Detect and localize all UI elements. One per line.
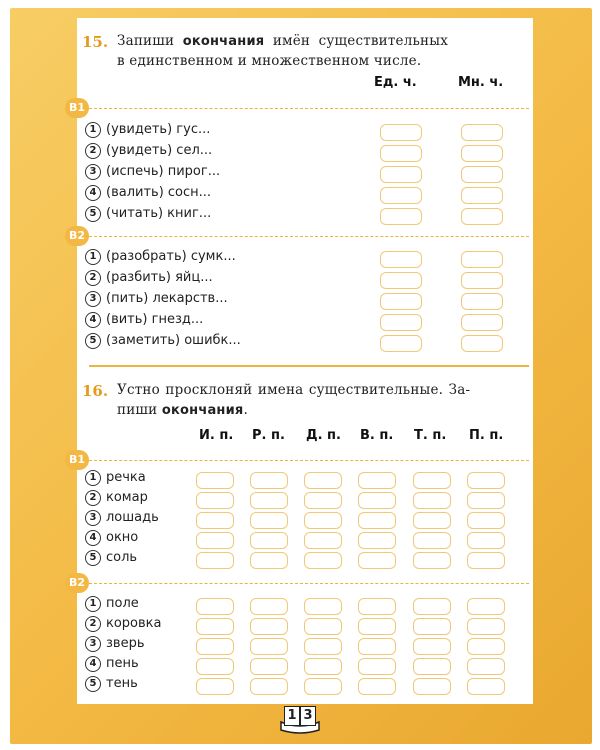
answer-box[interactable] [358, 552, 396, 569]
answer-box[interactable] [196, 492, 234, 509]
case-header: Р. п. [252, 428, 285, 443]
answer-box[interactable] [304, 552, 342, 569]
answer-box[interactable] [461, 166, 503, 183]
task-16-bold-word: окончания [161, 403, 244, 418]
case-header: П. п. [469, 428, 504, 443]
answer-box[interactable] [380, 251, 422, 268]
answer-box[interactable] [358, 532, 396, 549]
answer-box[interactable] [413, 618, 451, 635]
answer-box[interactable] [413, 472, 451, 489]
case-header: В. п. [360, 428, 394, 443]
list-item: 1 (разобрать) сумк... [85, 249, 236, 265]
answer-box[interactable] [461, 187, 503, 204]
task-16-period: . [243, 402, 248, 418]
list-item: 3 зверь [85, 636, 145, 652]
answer-box[interactable] [461, 272, 503, 289]
divider [89, 583, 529, 584]
answer-box[interactable] [380, 208, 422, 225]
divider [89, 108, 529, 109]
task-15-header [82, 32, 108, 51]
answer-box[interactable] [461, 208, 503, 225]
answer-box[interactable] [304, 618, 342, 635]
answer-box[interactable] [467, 618, 505, 635]
answer-box[interactable] [467, 638, 505, 655]
answer-box[interactable] [467, 658, 505, 675]
variant-badge-b2: В2 [65, 573, 89, 593]
workbook-page [68, 18, 533, 704]
answer-box[interactable] [250, 552, 288, 569]
list-item: 2 (увидеть) сел... [85, 143, 212, 159]
answer-box[interactable] [196, 618, 234, 635]
answer-box[interactable] [250, 618, 288, 635]
answer-box[interactable] [380, 314, 422, 331]
answer-box[interactable] [467, 492, 505, 509]
answer-box[interactable] [358, 658, 396, 675]
answer-box[interactable] [461, 314, 503, 331]
task-15-text-cont: имён существительных [272, 33, 449, 49]
answer-box[interactable] [304, 638, 342, 655]
answer-box[interactable] [304, 492, 342, 509]
answer-box[interactable] [196, 678, 234, 695]
answer-box[interactable] [413, 532, 451, 549]
answer-box[interactable] [461, 251, 503, 268]
list-item: 5 (читать) книг... [85, 206, 211, 222]
answer-box[interactable] [304, 472, 342, 489]
task-15-text: Запиши [117, 33, 175, 49]
answer-box[interactable] [358, 638, 396, 655]
answer-box[interactable] [358, 618, 396, 635]
list-item: 5 (заметить) ошибк... [85, 333, 241, 349]
page-number [279, 704, 321, 734]
answer-box[interactable] [358, 598, 396, 615]
answer-box[interactable] [467, 472, 505, 489]
task-15-number: 15. [82, 33, 109, 51]
variant-badge-b2: В2 [65, 226, 89, 246]
answer-box[interactable] [413, 638, 451, 655]
answer-box[interactable] [461, 293, 503, 310]
answer-box[interactable] [304, 598, 342, 615]
answer-box[interactable] [358, 512, 396, 529]
task-16-line-1: Устно просклоняй имена существительные. За- [117, 382, 471, 398]
answer-box[interactable] [413, 552, 451, 569]
task-16-header [82, 381, 108, 400]
answer-box[interactable] [413, 678, 451, 695]
answer-box[interactable] [413, 492, 451, 509]
answer-box[interactable] [461, 335, 503, 352]
answer-box[interactable] [461, 124, 503, 141]
answer-box[interactable] [250, 512, 288, 529]
answer-box[interactable] [250, 678, 288, 695]
answer-box[interactable] [250, 472, 288, 489]
list-item: 2 комар [85, 490, 148, 506]
answer-box[interactable] [196, 658, 234, 675]
divider [89, 236, 529, 237]
case-header: Д. п. [306, 428, 341, 443]
list-item: 4 (валить) сосн... [85, 185, 211, 201]
list-item: 5 тень [85, 676, 138, 692]
answer-box[interactable] [380, 166, 422, 183]
list-item: 1 (увидеть) гус... [85, 122, 210, 138]
answer-box[interactable] [196, 638, 234, 655]
task-16-line-2 [117, 402, 248, 418]
page-digit: 1 [284, 706, 300, 726]
list-item: 5 соль [85, 550, 137, 566]
column-plural: Мн. ч. [458, 75, 504, 90]
list-item: 2 (разбить) яйц... [85, 270, 213, 286]
answer-box[interactable] [196, 512, 234, 529]
list-item: 3 лошадь [85, 510, 159, 526]
variant-badge-b1: В1 [65, 98, 89, 118]
answer-box[interactable] [467, 532, 505, 549]
answer-box[interactable] [304, 512, 342, 529]
answer-box[interactable] [467, 678, 505, 695]
answer-box[interactable] [380, 335, 422, 352]
answer-box[interactable] [196, 552, 234, 569]
answer-box[interactable] [196, 472, 234, 489]
answer-box[interactable] [250, 598, 288, 615]
list-item: 3 (испечь) пирог... [85, 164, 220, 180]
answer-box[interactable] [467, 598, 505, 615]
answer-box[interactable] [380, 145, 422, 162]
answer-box[interactable] [196, 532, 234, 549]
answer-box[interactable] [250, 492, 288, 509]
case-header: И. п. [199, 428, 234, 443]
answer-box[interactable] [380, 187, 422, 204]
answer-box[interactable] [358, 472, 396, 489]
answer-box[interactable] [250, 658, 288, 675]
list-item: 4 окно [85, 530, 138, 546]
task-15-bold-word: окончания [182, 34, 265, 49]
answer-box[interactable] [380, 293, 422, 310]
answer-box[interactable] [461, 145, 503, 162]
answer-box[interactable] [380, 272, 422, 289]
task-15-line-2: в единственном и множественном числе. [117, 53, 422, 69]
answer-box[interactable] [467, 512, 505, 529]
answer-box[interactable] [304, 532, 342, 549]
case-header: Т. п. [414, 428, 447, 443]
answer-box[interactable] [304, 678, 342, 695]
answer-box[interactable] [304, 658, 342, 675]
list-item: 4 (вить) гнезд... [85, 312, 203, 328]
answer-box[interactable] [413, 598, 451, 615]
list-item: 1 поле [85, 596, 139, 612]
list-item: 3 (пить) лекарств... [85, 291, 228, 307]
variant-badge-b1: В1 [65, 450, 89, 470]
page-digit: 3 [300, 706, 316, 726]
task-15-line-1 [117, 33, 527, 49]
answer-box[interactable] [358, 492, 396, 509]
list-item: 4 пень [85, 656, 139, 672]
answer-box[interactable] [358, 678, 396, 695]
answer-box[interactable] [250, 638, 288, 655]
column-singular: Ед. ч. [374, 75, 417, 90]
answer-box[interactable] [467, 552, 505, 569]
task-16-text: пиши [117, 402, 158, 418]
divider [89, 460, 529, 461]
task-separator [89, 365, 529, 367]
answer-box[interactable] [196, 598, 234, 615]
list-item: 1 речка [85, 470, 146, 486]
answer-box[interactable] [413, 658, 451, 675]
answer-box[interactable] [250, 532, 288, 549]
answer-box[interactable] [380, 124, 422, 141]
task-16-number: 16. [82, 382, 109, 400]
list-item: 2 коровка [85, 616, 162, 632]
answer-box[interactable] [413, 512, 451, 529]
